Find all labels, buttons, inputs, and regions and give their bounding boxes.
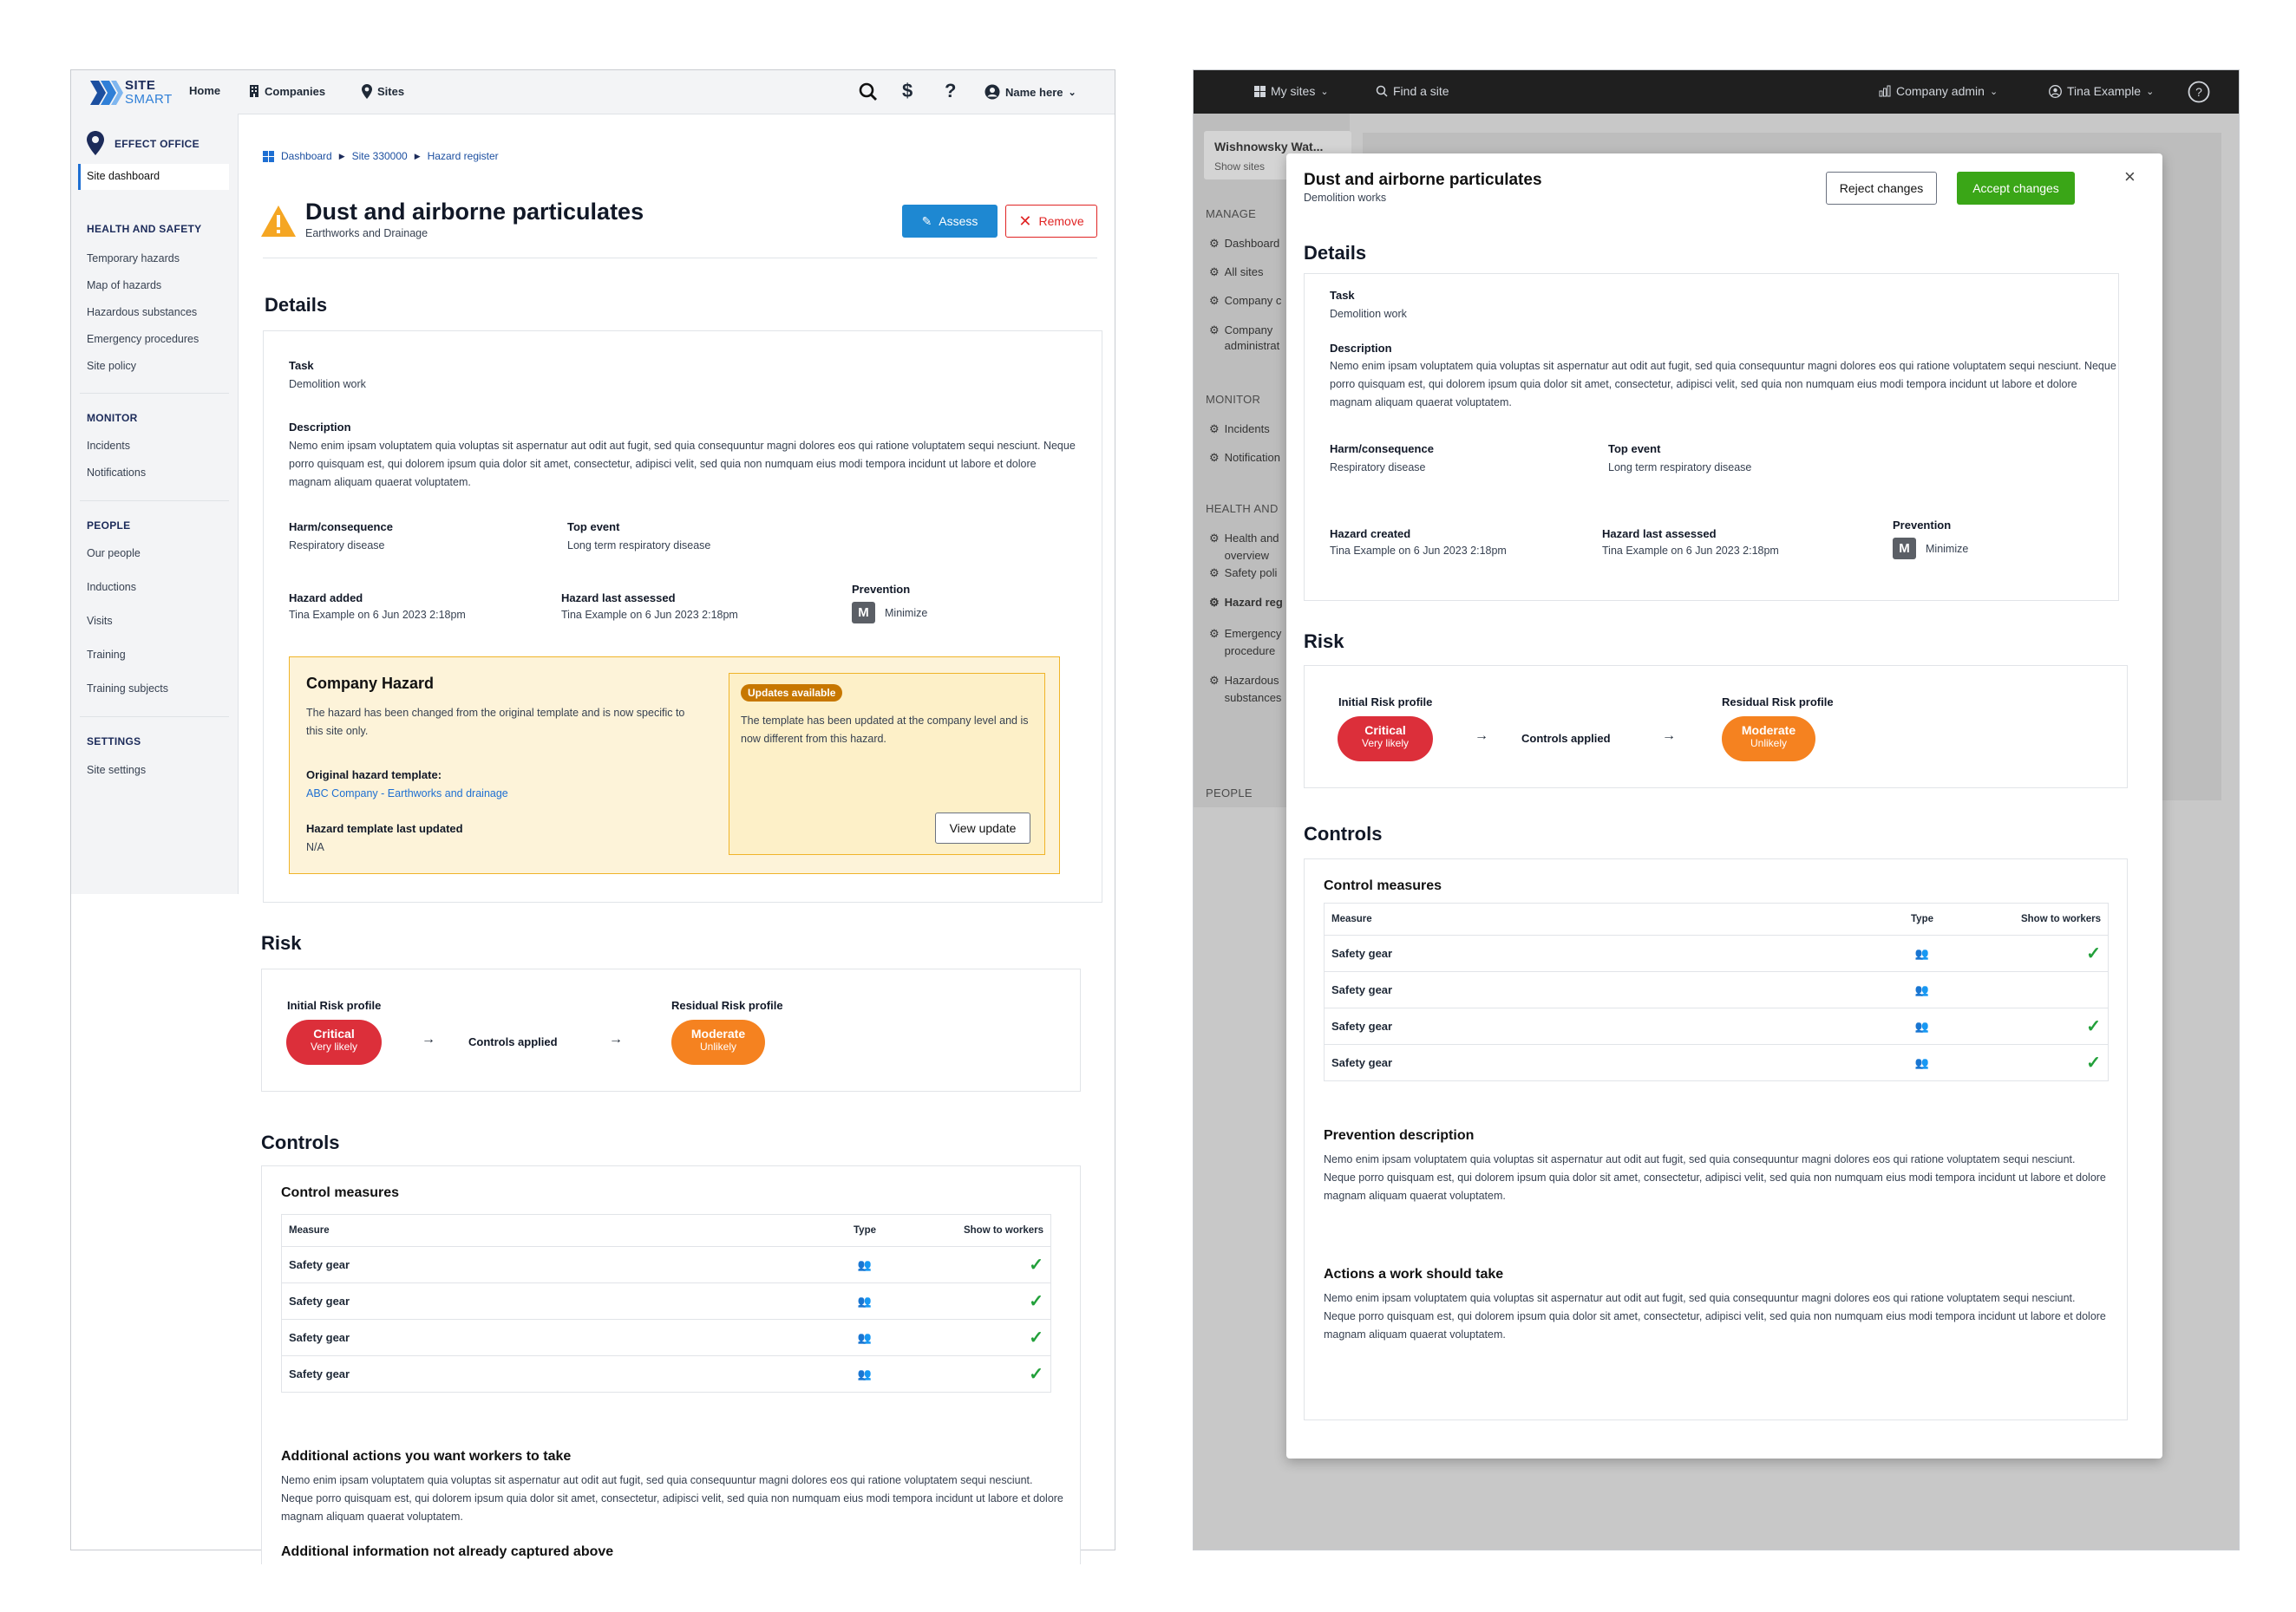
reject-changes-label: Reject changes — [1839, 181, 1924, 195]
sidebar-item-hazard-register[interactable] — [1209, 596, 1283, 610]
sidebar-section-people: PEOPLE — [87, 519, 131, 532]
view-update-button[interactable] — [935, 813, 1030, 844]
check-icon: ✓ — [1029, 1328, 1043, 1348]
table-row[interactable] — [1325, 1008, 2109, 1045]
breadcrumb-separator-icon: ▶ — [414, 151, 421, 160]
page-title: Dust and airborne particulates — [305, 199, 644, 225]
prevention-label: Prevention — [1893, 519, 1952, 532]
close-icon: ✕ — [1018, 212, 1032, 230]
remove-button-label: Remove — [1038, 214, 1084, 228]
close-icon[interactable]: × — [2124, 166, 2136, 187]
sidebar-section-people: PEOPLE — [1206, 786, 1253, 799]
initial-risk-sub: Very likely — [310, 1041, 358, 1053]
sidebar-item-training-subjects[interactable]: Training subjects — [87, 682, 169, 695]
prevention-value: Minimize — [1926, 543, 1969, 555]
sidebar-item-label: Safety poli — [1224, 566, 1278, 579]
task-value: Demolition work — [289, 378, 366, 390]
measure-cell: Safety gear — [282, 1356, 807, 1393]
initial-risk-main: Critical — [313, 1027, 355, 1041]
prevention-badge: M — [852, 602, 875, 623]
top-navigation-dark — [1194, 70, 2239, 114]
company-hazard-title: Company Hazard — [306, 675, 435, 692]
controls-applied-label: Controls applied — [1521, 732, 1611, 745]
sidebar-item-incidents[interactable] — [1209, 422, 1270, 436]
gear-icon: ⚙ — [1209, 566, 1220, 579]
details-heading: Details — [1304, 242, 1367, 264]
sidebar-section-settings: SETTINGS — [87, 735, 141, 747]
hazard-assessed-label: Hazard last assessed — [1602, 527, 1717, 540]
arrow-right-icon: → — [609, 1032, 623, 1047]
svg-text:?: ? — [2195, 85, 2202, 99]
col-show-to-workers: Show to workers — [1981, 904, 2109, 936]
user-icon — [2049, 85, 2062, 98]
gear-icon: ⚙ — [1209, 532, 1220, 545]
sidebar-item-notifications[interactable]: Notifications — [87, 467, 147, 479]
template-updated-label: Hazard template last updated — [306, 822, 463, 835]
hazard-assessed-label: Hazard last assessed — [561, 591, 676, 604]
arrow-right-icon: → — [422, 1032, 435, 1047]
sidebar-divider — [80, 393, 229, 394]
check-icon: ✓ — [1029, 1256, 1043, 1275]
gear-icon: ⚙ — [1209, 627, 1220, 640]
controls-card — [1304, 858, 2128, 1420]
breadcrumb-dashboard[interactable]: Dashboard — [281, 150, 332, 162]
sidebar-dashboard-label: Site dashboard — [87, 170, 160, 182]
search-icon — [1376, 85, 1388, 97]
prevention-badge: M — [1893, 538, 1916, 559]
sidebar-item-label: Company administrat — [1224, 323, 1280, 352]
assess-button[interactable] — [902, 205, 998, 238]
measure-cell: Safety gear — [1325, 1045, 1864, 1081]
arrow-right-icon: → — [1475, 728, 1488, 743]
sidebar-item-site-settings[interactable]: Site settings — [87, 764, 147, 776]
page-subtitle: Earthworks and Drainage — [305, 227, 428, 239]
col-measure: Measure — [282, 1215, 807, 1247]
risk-card — [261, 969, 1081, 1092]
review-changes-modal — [1286, 153, 2162, 1459]
updates-available-panel — [729, 673, 1045, 855]
accept-changes-button[interactable] — [1957, 172, 2075, 205]
sidebar-item-our-people[interactable]: Our people — [87, 547, 141, 559]
worker-type-icon: 👥 — [806, 1356, 924, 1393]
prevention-value: Minimize — [885, 607, 928, 619]
grid-icon — [1254, 86, 1266, 97]
company-hazard-panel — [289, 656, 1060, 874]
check-icon: ✓ — [1029, 1292, 1043, 1311]
user-menu[interactable] — [984, 84, 1076, 100]
gear-icon: ⚙ — [1209, 237, 1220, 250]
check-icon: ✓ — [2086, 1054, 2101, 1073]
sidebar-item-emergency-procedures[interactable]: Emergency procedures — [87, 333, 200, 345]
sidebar-item-label: Dashboard — [1224, 237, 1280, 250]
task-label: Task — [289, 359, 314, 372]
control-measures-table — [281, 1214, 1051, 1393]
details-card — [1304, 273, 2119, 601]
location-pin-icon — [362, 84, 372, 99]
top-navigation — [71, 70, 1115, 114]
col-measure: Measure — [1325, 904, 1864, 936]
sidebar-item-label: Emergency procedure — [1224, 627, 1282, 657]
modal-subtitle: Demolition works — [1304, 192, 1387, 204]
nav-sites[interactable] — [362, 84, 404, 99]
breadcrumb — [263, 150, 499, 162]
additional-actions-text: Nemo enim ipsam voluptatem quia voluptas sit aspernatur aut odit aut fugit, sed quia consequuntur magni dolores eos qui ratione voluptatem sequi nesciunt. Neque porro quisquam est, qui dolorem ipsum quia dolor sit amet, consectetur, adipisci velit, sed quia non numquam eius modi tempora incidunt ut labore et dolore magnam aliquam quaerat voluptatem. — [281, 1474, 1063, 1523]
user-name: Name here — [1005, 85, 1063, 99]
remove-button[interactable] — [1005, 205, 1097, 238]
sidebar-section-manage: MANAGE — [1206, 207, 1257, 220]
initial-risk-badge — [1338, 716, 1433, 761]
reject-changes-button[interactable] — [1826, 172, 1937, 205]
measure-cell: Safety gear — [1325, 936, 1864, 972]
details-card — [263, 330, 1102, 903]
sidebar-section-health-safety: HEALTH AND SAFETY — [87, 223, 202, 235]
description-text: Nemo enim ipsam voluptatem quia voluptas sit aspernatur aut odit aut fugit, sed quia consequuntur magni dolores eos qui ratione voluptatem sequi nesciunt. Neque porro quisquam est, qui dolorem ipsum quia dolor sit amet, consectetur, adipisci velit, sed quia non numquam eius modi tempora incidunt ut labore et dolore magnam aliquam quaerat voluptatem. — [1330, 360, 2116, 408]
table-row[interactable] — [282, 1320, 1051, 1356]
worker-type-icon: 👥 — [1863, 936, 1981, 972]
residual-risk-main: Moderate — [690, 1027, 746, 1041]
sidebar-item-site-dashboard[interactable] — [78, 164, 229, 190]
sidebar-divider — [80, 716, 229, 717]
harm-value: Respiratory disease — [1330, 461, 1426, 473]
hazard-assessed-value: Tina Example on 6 Jun 2023 2:18pm — [561, 609, 738, 621]
description-text: Nemo enim ipsam voluptatem quia voluptas sit aspernatur aut odit aut fugit, sed quia consequuntur magni dolores eos qui ratione voluptatem sequi nesciunt. Neque porro quisquam est, qui dolorem ipsum quia dolor sit amet, consectetur, adipisci velit, sed quia non numquam eius modi tempora incidunt ut labore et dolore magnam aliquam quaerat voluptatem. — [289, 440, 1076, 488]
description-label: Description — [1330, 342, 1392, 355]
measure-cell: Safety gear — [282, 1283, 807, 1320]
breadcrumb-hazard-register[interactable]: Hazard register — [427, 150, 499, 162]
control-measures-table — [1324, 903, 2109, 1081]
sidebar-section-health: HEALTH AND — [1206, 502, 1279, 515]
initial-risk-label: Initial Risk profile — [287, 999, 382, 1012]
sidebar-item-label: All sites — [1224, 265, 1264, 278]
table-row[interactable] — [282, 1247, 1051, 1283]
chevron-down-icon: ⌄ — [1989, 86, 1998, 97]
additional-info-heading: Additional information not already captured above — [281, 1544, 614, 1559]
sidebar-section-monitor: MONITOR — [87, 412, 138, 424]
residual-risk-sub: Unlikely — [1750, 737, 1787, 749]
sidebar-item-map-of-hazards[interactable]: Map of hazards — [87, 279, 162, 291]
help-icon[interactable]: ? — [945, 80, 957, 101]
help-circle-icon[interactable] — [2188, 81, 2210, 103]
sidebar-item-dashboard[interactable] — [1209, 237, 1279, 251]
risk-heading: Risk — [261, 932, 302, 954]
sidebar-item-label: Notification — [1224, 451, 1280, 464]
nav-company-admin[interactable] — [1879, 84, 1998, 98]
chevron-down-icon: ⌄ — [2146, 86, 2155, 97]
residual-risk-badge — [1722, 716, 1815, 761]
harm-label: Harm/consequence — [289, 520, 393, 533]
initial-risk-label: Initial Risk profile — [1338, 695, 1433, 708]
assess-button-label: Assess — [939, 214, 978, 228]
sidebar-item-hazardous-substances[interactable] — [1209, 672, 1296, 707]
residual-risk-label: Residual Risk profile — [1722, 695, 1834, 708]
show-sites-link[interactable]: Show sites — [1214, 160, 1266, 173]
sidebar-item-health-overview[interactable] — [1209, 530, 1296, 565]
harm-value: Respiratory disease — [289, 539, 385, 551]
original-template-label: Original hazard template: — [306, 768, 442, 781]
sidebar-item-incidents[interactable]: Incidents — [87, 440, 131, 452]
gear-icon: ⚙ — [1209, 596, 1220, 609]
description-label: Description — [289, 421, 351, 434]
logo-chevrons-icon — [90, 81, 123, 105]
controls-card — [261, 1165, 1081, 1564]
initial-risk-main: Critical — [1364, 723, 1406, 737]
col-type: Type — [1863, 904, 1981, 936]
sidebar-item-hazardous-substances[interactable]: Hazardous substances — [87, 306, 198, 318]
controls-heading: Controls — [261, 1132, 340, 1153]
logo-word-site: SITE — [125, 78, 156, 93]
user-name-dark: Tina Example — [2067, 84, 2142, 98]
office-pin-icon — [87, 131, 104, 155]
table-header-row — [1325, 904, 2109, 936]
check-icon: ✓ — [1029, 1365, 1043, 1384]
sidebar-item-label: Hazard reg — [1224, 596, 1283, 609]
accept-changes-label: Accept changes — [1972, 181, 2059, 195]
control-measures-label: Control measures — [281, 1185, 400, 1200]
sidebar-item-label: Hazardous substances — [1224, 674, 1282, 704]
actions-heading: Actions a work should take — [1324, 1267, 1504, 1282]
gear-icon: ⚙ — [1209, 265, 1220, 278]
details-heading: Details — [265, 294, 328, 316]
table-row[interactable] — [1325, 972, 2109, 1008]
gear-icon: ⚙ — [1209, 294, 1220, 307]
pencil-icon: ✎ — [921, 213, 932, 228]
table-header-row — [282, 1215, 1051, 1247]
worker-type-icon: 👥 — [1863, 972, 1981, 1008]
table-row[interactable] — [1325, 936, 2109, 972]
control-measures-label: Control measures — [1324, 878, 1442, 893]
residual-risk-badge — [671, 1020, 765, 1065]
task-value: Demolition work — [1330, 308, 1407, 320]
worker-type-icon: 👥 — [806, 1283, 924, 1320]
view-update-label: View update — [949, 821, 1017, 835]
sidebar-divider — [80, 500, 229, 501]
worker-type-icon: 👥 — [806, 1320, 924, 1356]
sidebar-item-label: Incidents — [1224, 422, 1270, 435]
site-switcher-name: Wishnowsky Wat... — [1214, 140, 1324, 153]
nav-sites-label: Sites — [377, 85, 405, 98]
sidebar-item-all-sites[interactable] — [1209, 265, 1263, 279]
harm-label: Harm/consequence — [1330, 442, 1434, 455]
dollar-icon[interactable]: $ — [902, 80, 913, 101]
col-show-to-workers: Show to workers — [924, 1215, 1051, 1247]
table-row[interactable] — [282, 1356, 1051, 1393]
company-hazard-text: The hazard has been changed from the original template and is now specific to this site only. — [306, 707, 685, 737]
prevention-description-text: Nemo enim ipsam voluptatem quia voluptas sit aspernatur aut odit aut fugit, sed quia consequuntur magni dolores eos qui ratione voluptatem sequi nesciunt. Neque porro quisquam est, qui dolorem ipsum quia dolor sit amet, consectetur, adipisci velit, sed quia non numquam eius modi tempora incidunt ut labore et dolore magnam aliquam quaerat voluptatem. — [1324, 1153, 2106, 1202]
actions-text: Nemo enim ipsam voluptatem quia voluptas sit aspernatur aut odit aut fugit, sed quia consequuntur magni dolores eos qui ratione voluptatem sequi nesciunt. Neque porro quisquam est, qui dolorem ipsum quia dolor sit amet, consectetur, adipisci velit, sed quia non numquam eius modi tempora incidunt ut labore et dolore magnam aliquam quaerat voluptatem. — [1324, 1292, 2106, 1341]
hazard-created-label: Hazard created — [1330, 527, 1411, 540]
prevention-label: Prevention — [852, 583, 911, 596]
col-type: Type — [806, 1215, 924, 1247]
hazard-assessed-value: Tina Example on 6 Jun 2023 2:18pm — [1602, 545, 1779, 557]
bar-chart-icon — [1879, 85, 1891, 97]
sidebar-item-emergency-procedures[interactable] — [1209, 625, 1296, 660]
office-name: EFFECT OFFICE — [114, 138, 200, 150]
chevron-down-icon: ⌄ — [1068, 87, 1076, 98]
top-event-value: Long term respiratory disease — [567, 539, 711, 551]
top-event-value: Long term respiratory disease — [1608, 461, 1752, 473]
gear-icon: ⚙ — [1209, 422, 1220, 435]
update-text: The template has been updated at the company level and is now different from this hazard. — [741, 715, 1029, 745]
nav-companies[interactable] — [249, 84, 325, 98]
breadcrumb-separator-icon: ▶ — [338, 151, 345, 160]
sidebar-item-training[interactable]: Training — [87, 649, 126, 661]
site-smart-hazard-page — [70, 69, 1115, 1559]
updates-available-badge: Updates available — [741, 684, 842, 702]
user-menu-dark[interactable] — [2049, 84, 2154, 98]
measure-cell: Safety gear — [282, 1320, 807, 1356]
gear-icon: ⚙ — [1209, 451, 1220, 464]
sidebar-item-site-policy[interactable]: Site policy — [87, 360, 136, 372]
company-admin-label: Company admin — [1896, 84, 1985, 98]
sidebar-item-label: Company c — [1224, 294, 1282, 307]
worker-type-icon: 👥 — [806, 1247, 924, 1283]
nav-my-sites-label: My sites — [1271, 84, 1316, 98]
site-smart-logo[interactable] — [90, 78, 186, 108]
initial-risk-sub: Very likely — [1361, 737, 1410, 749]
table-row[interactable] — [282, 1283, 1051, 1320]
worker-type-icon: 👥 — [1863, 1008, 1981, 1045]
sidebar-item-safety-policy[interactable] — [1209, 566, 1277, 580]
arrow-right-icon: → — [1662, 728, 1676, 743]
sidebar-item-visits[interactable]: Visits — [87, 615, 113, 627]
find-site-label: Find a site — [1393, 84, 1449, 98]
search-icon[interactable] — [859, 82, 878, 101]
nav-home[interactable] — [189, 84, 220, 97]
prevention-description-heading: Prevention description — [1324, 1128, 1475, 1143]
risk-card — [1304, 665, 2128, 788]
warning-triangle-icon — [260, 205, 297, 238]
modal-title: Dust and airborne particulates — [1304, 171, 1542, 189]
dashboard-grid-icon — [263, 151, 274, 162]
task-label: Task — [1330, 289, 1355, 302]
nav-companies-label: Companies — [265, 84, 326, 98]
risk-heading: Risk — [1304, 630, 1344, 652]
nav-my-sites[interactable] — [1254, 84, 1329, 98]
worker-type-icon: 👥 — [1863, 1045, 1981, 1081]
measure-cell: Safety gear — [282, 1247, 807, 1283]
user-avatar-icon — [984, 84, 1000, 100]
check-icon: ✓ — [2086, 944, 2101, 963]
sidebar-item-inductions[interactable]: Inductions — [87, 581, 136, 593]
original-template-link[interactable]: ABC Company - Earthworks and drainage — [306, 787, 508, 799]
find-site-search[interactable] — [1376, 84, 1449, 98]
chevron-down-icon: ⌄ — [1320, 86, 1329, 97]
hazard-added-label: Hazard added — [289, 591, 363, 604]
hazard-added-value: Tina Example on 6 Jun 2023 2:18pm — [289, 609, 466, 621]
gear-icon: ⚙ — [1209, 323, 1220, 336]
table-row[interactable] — [1325, 1045, 2109, 1081]
site-sidebar — [71, 114, 239, 894]
top-event-label: Top event — [1608, 442, 1661, 455]
review-changes-page — [1193, 69, 2240, 1550]
nav-home-label: Home — [189, 84, 221, 97]
logo-word-smart: SMART — [125, 92, 173, 107]
additional-actions-heading: Additional actions you want workers to take — [281, 1449, 572, 1464]
initial-risk-badge — [286, 1020, 382, 1065]
top-event-label: Top event — [567, 520, 620, 533]
template-updated-value: N/A — [306, 841, 324, 853]
controls-heading: Controls — [1304, 823, 1383, 845]
hazard-created-value: Tina Example on 6 Jun 2023 2:18pm — [1330, 545, 1507, 557]
measure-cell: Safety gear — [1325, 972, 1864, 1008]
residual-risk-label: Residual Risk profile — [671, 999, 783, 1012]
measure-cell: Safety gear — [1325, 1008, 1864, 1045]
sidebar-item-company-administration[interactable] — [1209, 323, 1296, 354]
controls-applied-label: Controls applied — [468, 1035, 558, 1048]
sidebar-item-label: Health and overview — [1224, 532, 1279, 562]
sidebar-item-company[interactable] — [1209, 294, 1281, 308]
residual-risk-main: Moderate — [1741, 723, 1796, 737]
building-icon — [249, 84, 259, 98]
sidebar-item-temporary-hazards[interactable]: Temporary hazards — [87, 252, 180, 264]
sidebar-section-monitor: MONITOR — [1206, 393, 1261, 406]
check-icon: ✓ — [2086, 1017, 2101, 1036]
breadcrumb-site[interactable]: Site 330000 — [351, 150, 408, 162]
gear-icon: ⚙ — [1209, 674, 1220, 687]
residual-risk-sub: Unlikely — [699, 1041, 736, 1053]
sidebar-item-notifications[interactable] — [1209, 451, 1280, 465]
